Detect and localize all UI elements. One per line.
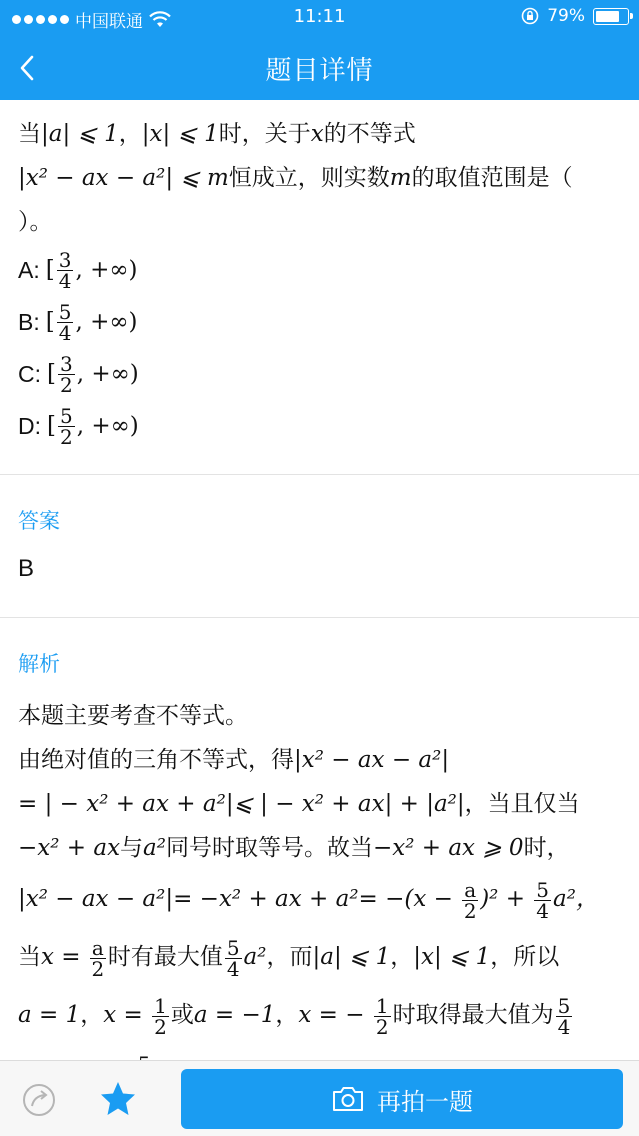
question-text: 的不等式: [323, 121, 416, 147]
clock: 11:11: [293, 6, 346, 27]
explanation-text: 本题主要考查不等式。: [18, 703, 248, 729]
content-scroll[interactable]: [0, 100, 639, 1060]
options-list: [18, 244, 621, 452]
math-expr: |x| ⩽ 1: [141, 121, 219, 147]
math-expr: −x² + ax ⩾ 0: [372, 835, 524, 861]
fraction: [374, 993, 391, 1039]
explanation-body: [0, 688, 639, 1108]
battery-icon: [593, 8, 629, 25]
question-block: [0, 100, 639, 452]
camera-icon: [331, 1085, 365, 1113]
fraction-num: 3: [59, 351, 73, 376]
fraction-num: 5: [557, 993, 571, 1018]
option-label: D:: [18, 413, 41, 439]
fraction: [225, 935, 242, 981]
math-expr: −x² + ax: [18, 835, 121, 861]
explanation-line: [18, 986, 621, 1044]
fraction-den: 2: [375, 1014, 389, 1039]
explanation-line: [18, 870, 621, 928]
explanation-text: 时，: [523, 835, 570, 861]
fraction: [534, 877, 551, 923]
explanation-text: ，: [390, 944, 414, 970]
math-expr: x =: [41, 944, 81, 970]
answer-value: B: [18, 555, 35, 582]
question-text: 恒成立，则实数: [228, 165, 390, 191]
option-label: B:: [18, 309, 40, 335]
fraction: [556, 993, 573, 1039]
option-label: A:: [18, 257, 40, 283]
math-expr: a²: [143, 835, 166, 861]
option-d[interactable]: [18, 400, 621, 452]
explanation-text: 时有最大值: [107, 944, 223, 970]
share-icon[interactable]: [20, 1081, 58, 1119]
battery-percent: 79%: [547, 6, 585, 26]
fraction-den: 4: [536, 898, 550, 923]
option-c[interactable]: [18, 348, 621, 400]
math-expr: m: [389, 165, 412, 191]
math-expr: x = −: [298, 1002, 365, 1028]
fraction-den: 2: [91, 956, 105, 981]
math-expr: x: [310, 121, 324, 147]
explanation-text: 或: [170, 1002, 194, 1028]
fraction-num: a: [91, 935, 104, 960]
fraction-num: 3: [58, 247, 72, 272]
question-text: ）。: [18, 209, 53, 235]
fraction-num: 5: [59, 403, 73, 428]
explanation-text: ，所以: [490, 944, 560, 970]
math-expr: |x² − ax − a²|= −x² + ax + a²= −(x −: [18, 886, 453, 912]
option-fraction: [58, 403, 75, 449]
option-fraction: [57, 247, 74, 293]
fraction-den: 4: [58, 320, 72, 345]
explanation-text: ，而: [266, 944, 313, 970]
option-label: C:: [18, 361, 41, 387]
math-expr: a = 1: [18, 1002, 81, 1028]
retake-button[interactable]: [181, 1069, 623, 1129]
bottom-bar: [0, 1060, 639, 1136]
option-bracket: [: [45, 257, 55, 283]
option-tail: , +∞): [76, 361, 139, 387]
fraction: [90, 935, 106, 981]
option-fraction: [58, 351, 75, 397]
math-expr: |a| ⩽ 1: [312, 944, 391, 970]
carrier-label: 中国联通: [75, 12, 143, 32]
question-line-1: [18, 112, 621, 156]
fraction-num: 1: [154, 993, 167, 1018]
fraction-den: 4: [226, 956, 240, 981]
math-expr: |x² − ax − a²| ⩽ m: [18, 165, 229, 191]
question-text: 时，关于: [218, 121, 311, 147]
fraction: [152, 993, 169, 1039]
math-expr: x =: [103, 1002, 143, 1028]
option-a[interactable]: [18, 244, 621, 296]
math-expr: |x² − ax − a²|: [294, 747, 450, 773]
math-expr: |x| ⩽ 1: [413, 944, 491, 970]
rotation-lock-icon: [521, 7, 539, 25]
option-tail: , +∞): [75, 309, 138, 335]
fraction-den: 2: [59, 372, 73, 397]
option-bracket: [: [45, 309, 55, 335]
explanation-line: [18, 738, 621, 782]
explanation-text: 与: [120, 835, 144, 861]
answer-title: 答案: [18, 510, 60, 533]
fraction-den: 4: [58, 268, 72, 293]
fraction-den: 2: [154, 1014, 167, 1039]
option-b[interactable]: [18, 296, 621, 348]
favorite-star-icon[interactable]: [98, 1079, 138, 1119]
fraction: [462, 877, 478, 923]
fraction-den: 2: [463, 898, 477, 923]
fraction-den: 4: [557, 1014, 571, 1039]
explanation-text: 同号时取等号。故当: [165, 835, 373, 861]
page-title: 题目详情: [265, 56, 374, 86]
explanation-line: [18, 928, 621, 986]
option-bracket: [: [47, 413, 56, 439]
math-expr: )² +: [480, 886, 525, 912]
math-expr: |a| ⩽ 1: [41, 121, 119, 147]
nav-bar: [0, 36, 639, 100]
explanation-line: [18, 694, 621, 738]
explanation-text: ，: [80, 1002, 104, 1028]
math-expr: a = −1: [193, 1002, 276, 1028]
option-bracket: [: [47, 361, 56, 387]
question-line-2: [18, 156, 621, 200]
fraction-num: a: [464, 877, 477, 902]
battery-fill: [596, 11, 619, 22]
status-bar: [0, 0, 639, 36]
math-expr: a²: [243, 944, 267, 970]
explanation-text: 时取得最大值为: [392, 1002, 554, 1028]
explanation-text: 当: [18, 944, 41, 970]
fraction-num: 5: [226, 935, 240, 960]
option-tail: , +∞): [76, 413, 139, 439]
retake-label: 再拍一题: [377, 1088, 473, 1116]
explanation-text: 由绝对值的三角不等式，得: [18, 747, 294, 773]
math-expr: = | − x² + ax + a²|⩽ | − x² + ax| + |a²|: [18, 791, 465, 817]
explanation-text: ，: [275, 1002, 299, 1028]
fraction-num: 1: [375, 993, 389, 1018]
fraction-den: 2: [59, 424, 73, 449]
explanation-title: 解析: [18, 653, 60, 676]
question-text: 当: [18, 121, 41, 147]
status-right: [521, 6, 629, 26]
explanation-line: [18, 826, 621, 870]
question-text: ，: [118, 121, 142, 147]
option-tail: , +∞): [75, 257, 138, 283]
explanation-text: ，当且仅当: [464, 791, 580, 817]
fraction-num: 5: [58, 299, 72, 324]
fraction-num: 5: [536, 877, 550, 902]
question-line-3: [18, 200, 621, 244]
question-text: 的取值范围是（: [411, 165, 573, 191]
option-fraction: [57, 299, 74, 345]
explanation-line: [18, 782, 621, 826]
math-expr: a²，: [553, 886, 599, 912]
